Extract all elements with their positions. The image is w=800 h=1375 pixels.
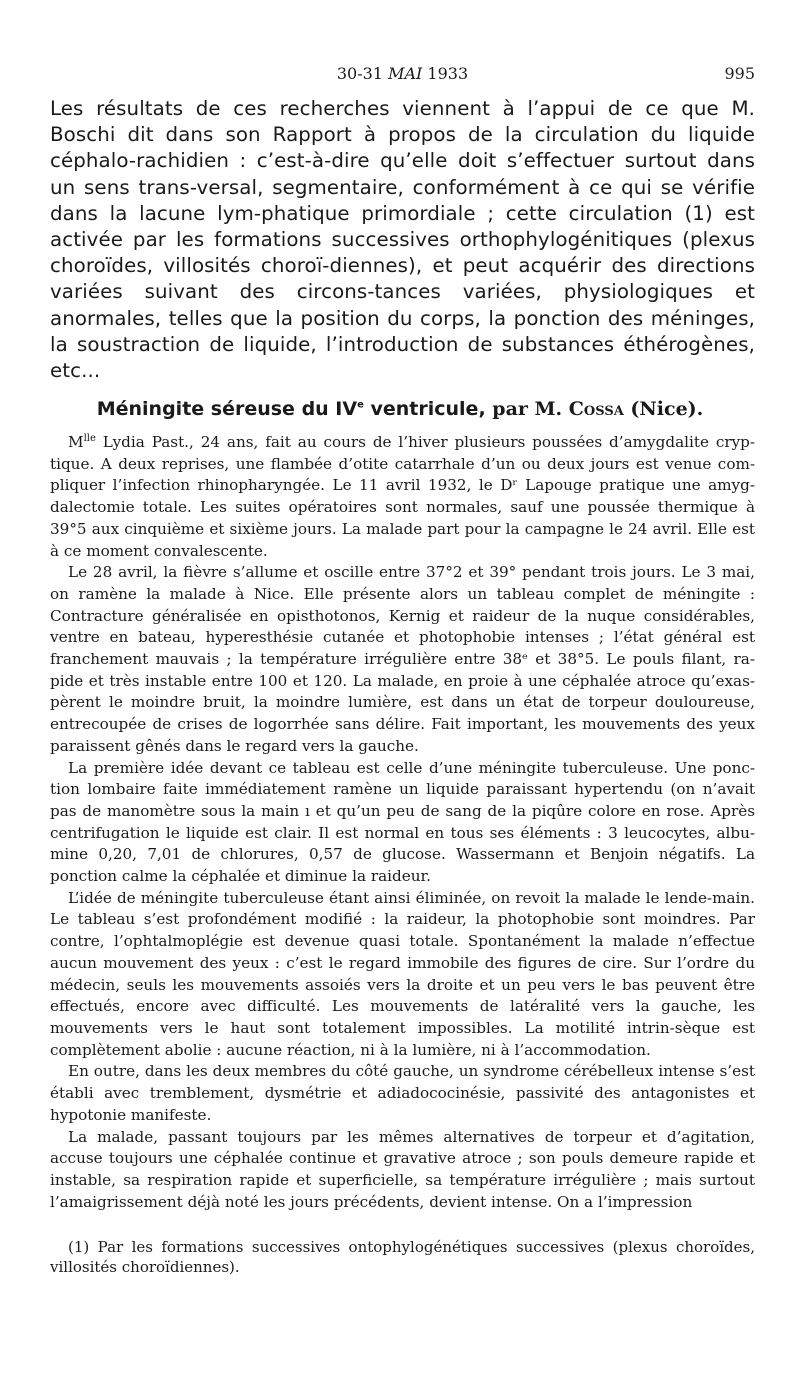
section-title-part2: ventricule, [363,398,486,420]
case-paragraph-2: Le 28 avril, la fièvre s’allume et oscille entre 37°2 et 39° pendant trois jours. Le 3 mai, on ramène la malade à Nice. Elle présente alors un tableau complet de méningite : Contracture généralisée en opisthotonos, Kernig et raideur de la nuque considérables, ventre en bateau, hyperesthésie cutanée et photophobie intenses ; l’état général est franchement mauvais ; la température irrégulière entre 38ᵉ et 38°5. Le pouls filant, ra-pide et très instable entre 100 et 120. La malade, en proie à une céphalée atroce qu’exas-pèrent le moindre bruit, la moindre lumière, est dans un état de torpeur douloureuse, entrecoupée de crises de logorrhée sans délire. Fait important, les mouvements des yeux paraissent gênés dans le regard vers la gauche. [50,563,755,755]
header-year: 1933 [427,64,469,83]
case-report [50,432,755,1213]
case-paragraph-4: L’idée de méningite tuberculeuse étant ainsi éliminée, on revoit la malade le lende-main. Le tableau s’est profondément modifié : la raideur, la photophobie sont moindres. Par contre, l’ophtalmoplégie est devenue quasi totale. Spontanément la malade n’effectue aucun mouvement des yeux : c’est le regard immobile des figures de cire. Sur l’ordre du médecin, seuls les mouvements assoiés vers la droite et un peu vers le bas peuvent être effectués, encore avec difficulté. Les mouvements de latéralité vers la gauche, les mouvements vers le haut sont totalement impossibles. La motilité intrin-sèque est complètement abolie : aucune réaction, ni à la lumière, ni à l’accommodation. [50,888,755,1059]
section-title [0,398,800,420]
author-suffix: (Nice). [623,398,704,420]
case-paragraph-3: La première idée devant ce tableau est celle d’une méningite tuberculeuse. Une ponc-tion lombaire faite immédiatement ramène un liquide paraissant hypertendu (on n’avait pas de manomètre sous la main ı et qu’un peu de sang de la piqûre colore en rose. Après centrifugation le liquide est clair. Il est normal en tous ses éléments : 3 leucocytes, albu-mine 0,20, 7,01 de chlorures, 0,57 de glucose. Wassermann et Benjoin négatifs. La ponction calme la céphalée et diminue la raideur. [50,758,755,886]
running-header [50,58,755,88]
mlle-sup: lle [83,432,96,444]
author-prefix: par M. [485,398,569,420]
section-title-sup: e [357,399,364,411]
header-month: MAI [388,64,423,83]
section-title-part1: Méningite séreuse du IV [96,398,358,420]
case-paragraph-1: $M^{lle}$ Lydia Past., 24 ans, fait au cours de l’hiver plusieurs poussées d’amygdalite cryp-tique. A deux reprises, une flambée d’otite catarrhale d’un ou deux jours est venue com-pliquer l’infection rhinopharyngée. Le 11 avril 1932, le Dʳ Lapouge pratique une amyg-dalectomie totale. Les suites opératoires sont normales, sauf une poussée thermique à 39°5 aux cinquième et sixième jours. La malade part pour la campagne le 24 avril. Elle est à ce moment convalescente. [50,432,756,560]
page-number: 995 [724,64,755,83]
header-date [50,64,755,83]
case-paragraph-1-text: Lydia Past., 24 ans, fait au cours de l’hiver plusieurs poussées d’amygdalite cryp-tique. A deux reprises, une flambée d’otite catarrhale d’un ou deux jours est venue com-pliquer l’infection rhinopharyngée. Le 11 avril 1932, le Dʳ Lapouge pratique une amyg-dalectomie totale. Les suites opératoires sont normales, sauf une poussée thermique à 39°5 aux cinquième et sixième jours. La malade part pour la campagne le 24 avril. Elle est à ce moment convalescente. [50,433,756,560]
header-date-prefix: 30-31 [336,64,383,83]
case-paragraph-6: La malade, passant toujours par les mêmes alternatives de torpeur et d’agitation, accuse toujours une céphalée continue et gravative atroce ; son pouls demeure rapide et instable, sa respiration rapide et superficielle, sa température irrégulière ; mais surtout l’amaigrissement déjà noté les jours précédents, devient intense. On a l’impression [50,1127,755,1211]
case-paragraph-5: En outre, dans les deux membres du côté gauche, un syndrome cérébelleux intense s’est établi avec tremblement, dysmétrie et adiadococinésie, passivité des antagonistes et hypotonie manifeste. [50,1062,755,1124]
intro-paragraph: Les résultats de ces recherches viennent à l’appui de ce que M. Boschi dit dans son Rapport à propos de la circulation du liquide céphalo-rachidien : c’est-à-dire qu’elle doit s’effectuer surtout dans un sens trans-versal, segmentaire, conformément à ce qui se vérifie dans la lacune lym-phatique primordiale ; cette circulation (1) est activée par les formations successives orthophylogénitiques (plexus choroïdes, villosités choroï-diennes), et peut acquérir des directions variées suivant des circons-tances variées, physiologiques et anormales, telles que la position du corps, la ponction des méninges, la soustraction de liquide, l’introduction de substances éthérogènes, etc... [50,97,755,383]
footnote: (1) Par les formations successives ontophylogénétiques successives (plexus choroïdes, villosités choroïdiennes). [50,1238,755,1276]
author-name: Cossa [568,398,624,420]
